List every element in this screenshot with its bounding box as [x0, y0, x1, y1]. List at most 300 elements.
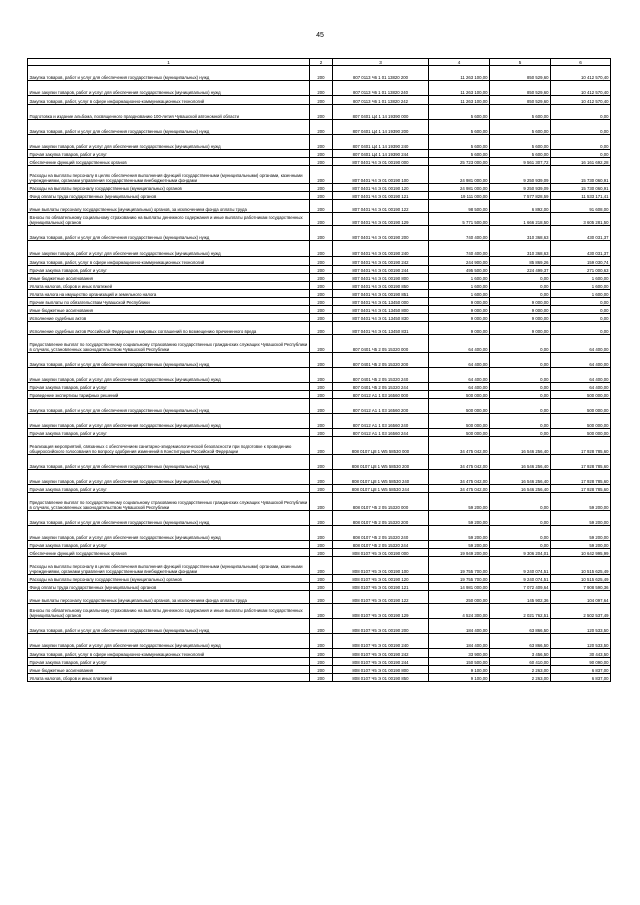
row-unexecuted-amount-cell: 120 533,50	[551, 619, 611, 634]
row-executed-amount-cell: 0,00	[490, 541, 551, 549]
row-unexecuted-amount-cell: 59 200,00	[551, 511, 611, 526]
row-executed-amount-cell: 0,00	[490, 274, 551, 282]
row-line-code-cell: 200	[310, 335, 333, 353]
row-unexecuted-amount-cell: 0,00	[551, 135, 611, 150]
row-approved-amount-cell: 5 600,00	[429, 150, 490, 158]
row-executed-amount-cell: 5 600,00	[490, 135, 551, 150]
row-executed-amount-cell: 0,00	[490, 368, 551, 383]
row-name-cell: Проведение экспертизы тарифных решений	[28, 391, 310, 399]
row-approved-amount-cell: 1 600,00	[429, 282, 490, 290]
row-line-code-cell: 200	[310, 493, 333, 511]
row-budget-code-cell: 807 0401 Ч4 Э 01 00190 851	[333, 290, 429, 298]
row-name-cell: Прочая закупка товаров, работ и услуг	[28, 429, 310, 437]
row-approved-amount-cell: 9 100,00	[429, 666, 490, 674]
row-approved-amount-cell: 59 200,00	[429, 511, 490, 526]
row-name-cell: Прочая закупка товаров, работ и услуг	[28, 485, 310, 493]
table-row	[28, 557, 611, 575]
row-budget-code-cell: 807 0401 Ч5 2 05 15320 240	[333, 368, 429, 383]
row-name-cell: Взносы по обязательному социальному страхованию на выплаты денежного содержания и иные выплаты работникам государственных (муниципальных) органов	[28, 213, 310, 226]
row-executed-amount-cell: 7 577 828,59	[490, 192, 551, 200]
table-row	[28, 414, 611, 429]
row-approved-amount-cell: 64 400,00	[429, 383, 490, 391]
row-name-cell: Расходы на выплаты персоналу в целях обеспечения выполнения функций государственными (муниципальными) органами, казенными учреждениями, органами управления государственными внебюджетными фондами	[28, 166, 310, 184]
row-approved-amount-cell: 19 755 700,00	[429, 575, 490, 583]
row-executed-amount-cell: 9 250 939,09	[490, 184, 551, 192]
table-row	[28, 266, 611, 274]
row-budget-code-cell: 808 0107 Ц8 1 W5 58530 200	[333, 455, 429, 470]
row-unexecuted-amount-cell: 64 400,00	[551, 383, 611, 391]
row-approved-amount-cell: 34 475 042,00	[429, 455, 490, 470]
row-name-cell: Прочая закупка товаров, работ и услуг	[28, 658, 310, 666]
table-row	[28, 437, 611, 455]
row-executed-amount-cell: 2 263,00	[490, 666, 551, 674]
row-name-cell: Закупка товаров, работ, услуг в сфере информационно-коммуникационных технологий	[28, 257, 310, 266]
row-unexecuted-amount-cell: 59 200,00	[551, 493, 611, 511]
row-budget-code-cell: 807 0401 Ч5 2 05 15320 000	[333, 335, 429, 353]
row-name-cell: Обеспечение функций государственных органов	[28, 158, 310, 166]
table-row	[28, 666, 611, 674]
row-approved-amount-cell: 64 400,00	[429, 335, 490, 353]
table-row	[28, 184, 611, 192]
row-approved-amount-cell: 14 981 000,00	[429, 583, 490, 591]
table-row	[28, 634, 611, 649]
column-number-3: 3	[333, 59, 429, 66]
table-row	[28, 583, 611, 591]
row-executed-amount-cell: 1 666 218,50	[490, 213, 551, 226]
row-name-cell: Иные бюджетные ассигнования	[28, 666, 310, 674]
row-approved-amount-cell: 19 755 700,00	[429, 557, 490, 575]
row-unexecuted-amount-cell: 500 000,00	[551, 399, 611, 414]
table-row	[28, 96, 611, 105]
row-line-code-cell: 200	[310, 666, 333, 674]
row-budget-code-cell: 808 0107 Ц8 1 W5 58530 244	[333, 485, 429, 493]
row-approved-amount-cell: 500 000,00	[429, 399, 490, 414]
row-line-code-cell: 200	[310, 184, 333, 192]
row-name-cell: Иные закупки товаров, работ и услуг для обеспечения государственных (муниципальных) нужд	[28, 470, 310, 485]
row-executed-amount-cell: 0,00	[490, 511, 551, 526]
row-line-code-cell: 200	[310, 226, 333, 241]
row-unexecuted-amount-cell: 17 928 785,60	[551, 455, 611, 470]
row-name-cell: Расходы на выплаты персоналу государственных (муниципальных) органов	[28, 184, 310, 192]
row-budget-code-cell: 807 0401 Ч4 Э 01 00190 129	[333, 213, 429, 226]
row-name-cell: Закупка товаров, работ, услуг в сфере информационно-коммуникационных технологий	[28, 649, 310, 658]
table-body	[28, 66, 611, 682]
row-unexecuted-amount-cell: 91 608,00	[551, 200, 611, 213]
table-row	[28, 81, 611, 96]
row-executed-amount-cell: 63 866,50	[490, 634, 551, 649]
row-unexecuted-amount-cell: 10 412 570,40	[551, 96, 611, 105]
table-row	[28, 511, 611, 526]
row-executed-amount-cell: 310 368,63	[490, 241, 551, 257]
row-name-cell: Фонд оплаты труда государственных (муниципальных) органов	[28, 192, 310, 200]
row-executed-amount-cell: 0,00	[490, 353, 551, 368]
row-budget-code-cell: 807 0401 Ч4 Э 01 13450 800	[333, 306, 429, 314]
row-name-cell: Закупка товаров, работ и услуг для обеспечения государственных (муниципальных) нужд	[28, 619, 310, 634]
row-budget-code-cell: 807 0401 Ч4 Э 01 00190 242	[333, 257, 429, 266]
row-name-cell: Исполнение судебных актов	[28, 314, 310, 322]
row-approved-amount-cell: 9 000,00	[429, 298, 490, 306]
row-name-cell: Прочая закупка товаров, работ и услуг	[28, 266, 310, 274]
row-approved-amount-cell: 740 400,00	[429, 241, 490, 257]
table-row	[28, 200, 611, 213]
row-approved-amount-cell: 244 900,00	[429, 257, 490, 266]
row-approved-amount-cell: 184 400,00	[429, 634, 490, 649]
row-line-code-cell: 200	[310, 66, 333, 81]
row-name-cell: Исполнение судебных актов Российской Федерации и мировых соглашений по возмещению причиненного вреда	[28, 322, 310, 335]
row-approved-amount-cell: 24 981 000,00	[429, 184, 490, 192]
row-approved-amount-cell: 64 400,00	[429, 368, 490, 383]
row-unexecuted-amount-cell: 10 642 995,99	[551, 549, 611, 557]
row-unexecuted-amount-cell: 11 533 171,41	[551, 192, 611, 200]
row-line-code-cell: 200	[310, 166, 333, 184]
row-approved-amount-cell: 1 600,00	[429, 290, 490, 298]
row-unexecuted-amount-cell: 6 837,00	[551, 666, 611, 674]
table-row	[28, 290, 611, 298]
table-row	[28, 158, 611, 166]
table-row	[28, 575, 611, 583]
row-approved-amount-cell: 11 263 100,00	[429, 81, 490, 96]
row-executed-amount-cell: 9 561 307,72	[490, 158, 551, 166]
row-unexecuted-amount-cell: 0,00	[551, 298, 611, 306]
table-row	[28, 493, 611, 511]
row-approved-amount-cell: 184 400,00	[429, 619, 490, 634]
row-line-code-cell: 200	[310, 575, 333, 583]
budget-execution-table	[27, 58, 611, 682]
row-unexecuted-amount-cell: 159 030,74	[551, 257, 611, 266]
row-approved-amount-cell: 9 000,00	[429, 322, 490, 335]
row-unexecuted-amount-cell: 0,00	[551, 150, 611, 158]
table-row	[28, 306, 611, 314]
row-executed-amount-cell: 850 529,60	[490, 81, 551, 96]
row-approved-amount-cell: 495 500,00	[429, 266, 490, 274]
row-unexecuted-amount-cell: 10 412 570,40	[551, 66, 611, 81]
row-executed-amount-cell: 0,00	[490, 290, 551, 298]
row-budget-code-cell: 807 0412 А1 1 03 16560 000	[333, 391, 429, 399]
row-approved-amount-cell: 19 949 200,00	[429, 549, 490, 557]
row-executed-amount-cell: 0,00	[490, 399, 551, 414]
row-name-cell: Прочие выплаты по обязательствам Чувашской Республики	[28, 298, 310, 306]
row-budget-code-cell: 807 0401 Ч4 Э 01 00190 850	[333, 282, 429, 290]
row-executed-amount-cell: 16 546 256,40	[490, 470, 551, 485]
column-number-1: 1	[28, 59, 310, 66]
row-name-cell: Иные выплаты персоналу государственных (муниципальных) органов, за исключением фонда оплаты труда	[28, 591, 310, 604]
table-row	[28, 383, 611, 391]
row-approved-amount-cell: 34 475 042,00	[429, 437, 490, 455]
row-unexecuted-amount-cell: 430 031,37	[551, 226, 611, 241]
row-line-code-cell: 200	[310, 298, 333, 306]
row-budget-code-cell: 807 0401 Ц4 1 14 19390 240	[333, 135, 429, 150]
table-row	[28, 282, 611, 290]
row-budget-code-cell: 808 0107 Ц8 1 W5 58530 240	[333, 470, 429, 485]
row-name-cell: Иные бюджетные ассигнования	[28, 274, 310, 282]
column-number-6: 6	[551, 59, 611, 66]
row-unexecuted-amount-cell: 500 000,00	[551, 429, 611, 437]
row-line-code-cell: 200	[310, 649, 333, 658]
row-budget-code-cell: 807 0401 Ч5 2 05 15320 244	[333, 383, 429, 391]
row-executed-amount-cell: 9 000,00	[490, 314, 551, 322]
table-row	[28, 192, 611, 200]
table-row	[28, 135, 611, 150]
row-unexecuted-amount-cell: 17 928 785,60	[551, 470, 611, 485]
row-name-cell: Прочая закупка товаров, работ и услуг	[28, 383, 310, 391]
row-executed-amount-cell: 850 529,60	[490, 96, 551, 105]
row-unexecuted-amount-cell: 0,00	[551, 105, 611, 120]
table-row	[28, 604, 611, 619]
row-line-code-cell: 200	[310, 96, 333, 105]
row-name-cell: Закупка товаров, работ и услуг для обеспечения государственных (муниципальных) нужд	[28, 66, 310, 81]
row-executed-amount-cell: 0,00	[490, 391, 551, 399]
row-name-cell: Уплата налога на имущество организаций и земельного налога	[28, 290, 310, 298]
row-name-cell: Иные закупки товаров, работ и услуг для обеспечения государственных (муниципальных) нужд	[28, 526, 310, 541]
table-row	[28, 674, 611, 682]
row-name-cell: Предоставление выплат по государственному социальному страхованию государственных гражданских служащих Чувашской Республики в случаях, установленных законодательством Чувашской Республики	[28, 335, 310, 353]
row-line-code-cell: 200	[310, 541, 333, 549]
row-approved-amount-cell: 250 000,00	[429, 591, 490, 604]
row-budget-code-cell: 808 0107 Ч5 Э 01 00190 120	[333, 575, 429, 583]
page-number: 45	[316, 32, 324, 39]
row-budget-code-cell: 807 0401 Ч4 Э 01 00190 240	[333, 241, 429, 257]
row-line-code-cell: 200	[310, 591, 333, 604]
row-unexecuted-amount-cell: 15 730 060,91	[551, 166, 611, 184]
row-unexecuted-amount-cell: 120 533,50	[551, 634, 611, 649]
row-line-code-cell: 200	[310, 557, 333, 575]
row-executed-amount-cell: 9 250 939,09	[490, 166, 551, 184]
row-approved-amount-cell: 5 771 500,00	[429, 213, 490, 226]
row-budget-code-cell: 807 0113 Ч6 1 01 13820 242	[333, 96, 429, 105]
row-unexecuted-amount-cell: 10 515 625,49	[551, 575, 611, 583]
row-name-cell: Расходы на выплаты персоналу государственных (муниципальных) органов	[28, 575, 310, 583]
row-unexecuted-amount-cell: 0,00	[551, 322, 611, 335]
row-line-code-cell: 200	[310, 674, 333, 682]
row-budget-code-cell: 808 0107 Ц8 1 W5 58530 000	[333, 437, 429, 455]
row-unexecuted-amount-cell: 1 600,00	[551, 290, 611, 298]
row-unexecuted-amount-cell: 64 400,00	[551, 368, 611, 383]
row-budget-code-cell: 808 0107 Ч5 Э 01 00190 244	[333, 658, 429, 666]
table-row	[28, 241, 611, 257]
row-line-code-cell: 200	[310, 604, 333, 619]
row-budget-code-cell: 807 0401 Ч5 2 05 15320 200	[333, 353, 429, 368]
row-unexecuted-amount-cell: 500 000,00	[551, 414, 611, 429]
row-budget-code-cell: 807 0412 А1 1 03 16560 240	[333, 414, 429, 429]
row-approved-amount-cell: 11 263 100,00	[429, 96, 490, 105]
table-row	[28, 314, 611, 322]
row-approved-amount-cell: 500 000,00	[429, 391, 490, 399]
row-line-code-cell: 200	[310, 414, 333, 429]
row-budget-code-cell: 807 0412 А1 1 03 16560 244	[333, 429, 429, 437]
row-name-cell: Расходы на выплаты персоналу в целях обеспечения выполнения функций государственными (муниципальными) органами, казенными учреждениями, органами управления государственными внебюджетными фондами	[28, 557, 310, 575]
row-unexecuted-amount-cell: 1 600,00	[551, 274, 611, 282]
row-line-code-cell: 200	[310, 455, 333, 470]
row-approved-amount-cell: 59 200,00	[429, 541, 490, 549]
row-unexecuted-amount-cell: 15 730 060,91	[551, 184, 611, 192]
table-row	[28, 549, 611, 557]
row-name-cell: Прочая закупка товаров, работ и услуг	[28, 150, 310, 158]
row-line-code-cell: 200	[310, 241, 333, 257]
row-executed-amount-cell: 9 306 204,01	[490, 549, 551, 557]
row-line-code-cell: 200	[310, 619, 333, 634]
row-name-cell: Взносы по обязательному социальному страхованию на выплаты денежного содержания и иные выплаты работникам государственных (муниципальных) органов	[28, 604, 310, 619]
table-row	[28, 429, 611, 437]
row-name-cell: Уплата налогов, сборов и иных платежей	[28, 282, 310, 290]
row-approved-amount-cell: 9 100,00	[429, 674, 490, 682]
row-unexecuted-amount-cell: 10 515 625,49	[551, 557, 611, 575]
row-name-cell: Иные закупки товаров, работ и услуг для обеспечения государственных (муниципальных) нужд	[28, 241, 310, 257]
row-budget-code-cell: 807 0401 Ч4 Э 01 00190 000	[333, 158, 429, 166]
row-budget-code-cell: 807 0113 Ч6 1 01 13820 200	[333, 66, 429, 81]
row-budget-code-cell: 808 0107 Ч5 Э 01 00190 100	[333, 557, 429, 575]
row-line-code-cell: 200	[310, 135, 333, 150]
table-row	[28, 213, 611, 226]
row-executed-amount-cell: 850 529,60	[490, 66, 551, 81]
row-approved-amount-cell: 98 500,00	[429, 200, 490, 213]
row-line-code-cell: 200	[310, 391, 333, 399]
row-line-code-cell: 200	[310, 257, 333, 266]
row-budget-code-cell: 807 0401 Ц4 1 14 19390 000	[333, 105, 429, 120]
row-executed-amount-cell: 2 021 762,51	[490, 604, 551, 619]
table-row	[28, 298, 611, 306]
row-unexecuted-amount-cell: 17 928 785,60	[551, 485, 611, 493]
row-unexecuted-amount-cell: 7 908 590,36	[551, 583, 611, 591]
row-executed-amount-cell: 7 072 409,64	[490, 583, 551, 591]
row-name-cell: Реализация мероприятий, связанных с обеспечением санитарно-эпидемиологической безопасности при подготовке к проведению общероссийского голосования по вопросу одобрения изменений в Конституцию Российской Федерации	[28, 437, 310, 455]
column-number-2: 2	[310, 59, 333, 66]
row-budget-code-cell: 807 0401 Ч4 Э 01 00190 122	[333, 200, 429, 213]
row-line-code-cell: 200	[310, 274, 333, 282]
row-executed-amount-cell: 6 892,00	[490, 200, 551, 213]
row-executed-amount-cell: 9 240 074,51	[490, 575, 551, 583]
row-unexecuted-amount-cell: 3 605 281,50	[551, 213, 611, 226]
row-unexecuted-amount-cell: 64 400,00	[551, 335, 611, 353]
table-row	[28, 649, 611, 658]
row-budget-code-cell: 807 0401 Ч4 Э 01 13450 830	[333, 314, 429, 322]
row-budget-code-cell: 807 0401 Ч4 Э 01 13450 831	[333, 322, 429, 335]
table-row	[28, 322, 611, 335]
row-name-cell: Закупка товаров, работ и услуг для обеспечения государственных (муниципальных) нужд	[28, 120, 310, 135]
row-approved-amount-cell: 59 200,00	[429, 526, 490, 541]
table-row	[28, 120, 611, 135]
row-line-code-cell: 200	[310, 368, 333, 383]
row-budget-code-cell: 808 0107 Ч5 Э 01 00190 240	[333, 634, 429, 649]
row-unexecuted-amount-cell: 59 200,00	[551, 541, 611, 549]
row-budget-code-cell: 808 0107 Ч5 Э 01 00190 850	[333, 674, 429, 682]
row-executed-amount-cell: 310 368,63	[490, 226, 551, 241]
row-unexecuted-amount-cell: 430 031,37	[551, 241, 611, 257]
row-executed-amount-cell: 2 263,00	[490, 674, 551, 682]
row-line-code-cell: 200	[310, 583, 333, 591]
row-executed-amount-cell: 60 410,00	[490, 658, 551, 666]
table-row	[28, 105, 611, 120]
row-budget-code-cell: 808 0107 Ч5 2 05 15320 200	[333, 511, 429, 526]
row-unexecuted-amount-cell: 271 000,63	[551, 266, 611, 274]
row-name-cell: Иные закупки товаров, работ и услуг для обеспечения государственных (муниципальных) нужд	[28, 135, 310, 150]
row-approved-amount-cell: 5 600,00	[429, 105, 490, 120]
row-budget-code-cell: 808 0107 Ч5 Э 01 00190 800	[333, 666, 429, 674]
row-approved-amount-cell: 34 475 042,00	[429, 485, 490, 493]
row-unexecuted-amount-cell: 59 200,00	[551, 526, 611, 541]
row-approved-amount-cell: 5 600,00	[429, 120, 490, 135]
row-budget-code-cell: 807 0401 Ц4 1 14 19390 200	[333, 120, 429, 135]
row-line-code-cell: 200	[310, 399, 333, 414]
row-executed-amount-cell: 5 600,00	[490, 105, 551, 120]
row-executed-amount-cell: 9 000,00	[490, 322, 551, 335]
row-executed-amount-cell: 0,00	[490, 282, 551, 290]
row-line-code-cell: 200	[310, 429, 333, 437]
row-executed-amount-cell: 145 902,36	[490, 591, 551, 604]
row-line-code-cell: 200	[310, 306, 333, 314]
table-row	[28, 353, 611, 368]
row-executed-amount-cell: 9 000,00	[490, 298, 551, 306]
row-executed-amount-cell: 0,00	[490, 383, 551, 391]
row-line-code-cell: 200	[310, 511, 333, 526]
row-budget-code-cell: 808 0107 Ч5 Э 01 00190 000	[333, 549, 429, 557]
row-unexecuted-amount-cell: 64 400,00	[551, 353, 611, 368]
row-executed-amount-cell: 9 240 074,51	[490, 557, 551, 575]
row-approved-amount-cell: 740 400,00	[429, 226, 490, 241]
table-row	[28, 658, 611, 666]
row-line-code-cell: 200	[310, 658, 333, 666]
row-name-cell: Уплата налогов, сборов и иных платежей	[28, 674, 310, 682]
row-budget-code-cell: 808 0107 Ч5 Э 01 00190 129	[333, 604, 429, 619]
row-line-code-cell: 200	[310, 314, 333, 322]
row-line-code-cell: 200	[310, 383, 333, 391]
row-line-code-cell: 200	[310, 120, 333, 135]
row-approved-amount-cell: 11 263 100,00	[429, 66, 490, 81]
row-approved-amount-cell: 33 900,00	[429, 649, 490, 658]
column-number-5: 5	[490, 59, 551, 66]
row-executed-amount-cell: 3 456,50	[490, 649, 551, 658]
row-executed-amount-cell: 16 546 256,40	[490, 455, 551, 470]
row-executed-amount-cell: 0,00	[490, 493, 551, 511]
row-approved-amount-cell: 1 600,00	[429, 274, 490, 282]
row-name-cell: Закупка товаров, работ и услуг для обеспечения государственных (муниципальных) нужд	[28, 455, 310, 470]
row-budget-code-cell: 807 0401 Ч4 Э 01 13450 000	[333, 298, 429, 306]
row-budget-code-cell: 807 0401 Ч4 Э 01 00190 100	[333, 166, 429, 184]
row-budget-code-cell: 807 0401 Ч4 Э 01 00190 800	[333, 274, 429, 282]
row-unexecuted-amount-cell: 2 502 537,49	[551, 604, 611, 619]
row-approved-amount-cell: 500 000,00	[429, 414, 490, 429]
row-unexecuted-amount-cell: 104 097,64	[551, 591, 611, 604]
table-row	[28, 66, 611, 81]
row-executed-amount-cell: 0,00	[490, 414, 551, 429]
row-line-code-cell: 200	[310, 282, 333, 290]
row-name-cell: Закупка товаров, работ и услуг для обеспечения государственных (муниципальных) нужд	[28, 226, 310, 241]
row-executed-amount-cell: 0,00	[490, 335, 551, 353]
row-line-code-cell: 200	[310, 81, 333, 96]
row-approved-amount-cell: 500 000,00	[429, 429, 490, 437]
row-executed-amount-cell: 16 546 256,40	[490, 485, 551, 493]
row-budget-code-cell: 808 0107 Ч5 2 05 15320 000	[333, 493, 429, 511]
row-line-code-cell: 200	[310, 549, 333, 557]
table-row	[28, 485, 611, 493]
row-line-code-cell: 200	[310, 158, 333, 166]
row-approved-amount-cell: 4 524 300,00	[429, 604, 490, 619]
row-budget-code-cell: 807 0401 Ч4 Э 01 00190 120	[333, 184, 429, 192]
row-approved-amount-cell: 19 111 000,00	[429, 192, 490, 200]
row-approved-amount-cell: 24 981 000,00	[429, 166, 490, 184]
column-number-header-row	[28, 59, 611, 66]
row-executed-amount-cell: 0,00	[490, 429, 551, 437]
row-line-code-cell: 200	[310, 105, 333, 120]
table-row	[28, 257, 611, 266]
row-approved-amount-cell: 59 200,00	[429, 493, 490, 511]
table-row	[28, 619, 611, 634]
row-executed-amount-cell: 224 499,37	[490, 266, 551, 274]
table-row	[28, 274, 611, 282]
table-row	[28, 526, 611, 541]
row-budget-code-cell: 807 0401 Ч4 Э 01 00190 244	[333, 266, 429, 274]
row-line-code-cell: 200	[310, 470, 333, 485]
row-budget-code-cell: 808 0107 Ч5 2 05 15320 244	[333, 541, 429, 549]
